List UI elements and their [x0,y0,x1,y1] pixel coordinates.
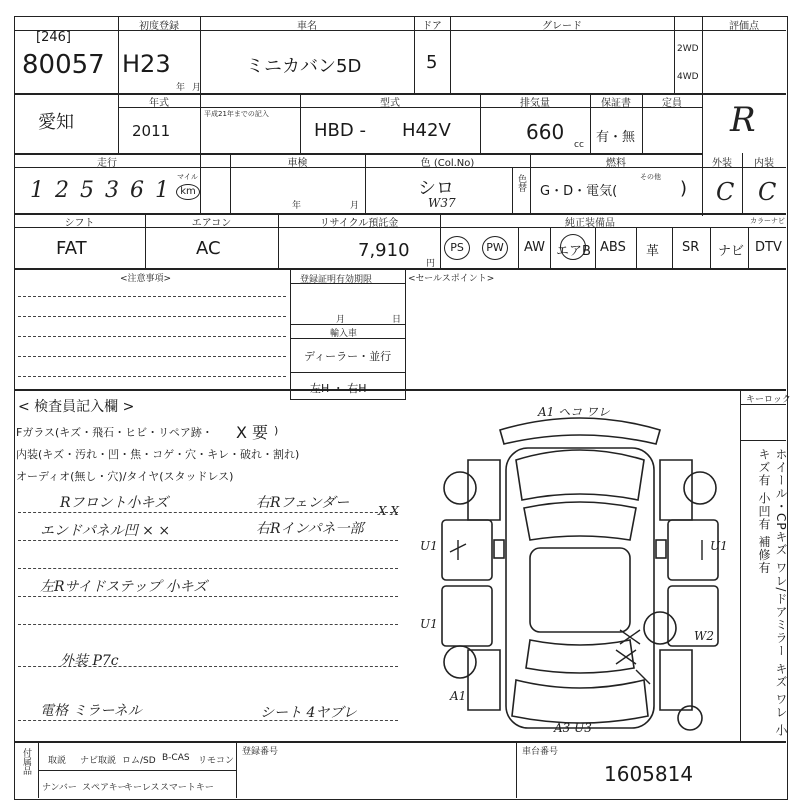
reg-no-label: 登録番号 [242,747,279,757]
rating-header: 評価点 [729,21,759,32]
audio-note: オーディオ(無し・穴)/タイヤ(スタッドレス) [16,470,234,483]
year-sub: 平成21年までの記入 [204,110,269,118]
hand-note: 左Rサイドステップ 小キズ [40,579,208,595]
diagram-side-text: ホイール・CPキズ ワレ/ドアミラー キズ ワレ 小キズ有 小凹有 補修有 [757,448,788,737]
svg-text:A1: A1 [450,689,467,703]
equip-airbag: エアB [556,244,591,259]
lot-number: 80057 [22,50,105,80]
hand-note: 外装 P7c [60,653,119,669]
shift-header: シフト [64,218,95,229]
ac-header: エアコン [191,218,232,229]
shaken-year: 年 [292,201,302,211]
hand-xx: X X [378,504,399,518]
fuel-options: G・D・電気( [540,184,618,199]
capacity-header: 定員 [662,98,682,109]
recycle-header: リサイクル預託金 [319,218,399,229]
mileage-km: km [176,184,200,200]
model-code: H42V [402,120,451,141]
hand-note: 右Rインパネ一部 [256,521,364,537]
import-label: 輸入車 [330,329,358,339]
car-name-header: 車名 [297,21,317,32]
equip-aw: AW [524,240,546,255]
hand-note: シート 4ヤブレ [260,705,357,721]
caution-label: <注意事項> [120,274,172,284]
warranty-header: 保証書 [601,98,631,109]
footer-item: リモコン [198,756,235,766]
footer-item: ナビ取説 [80,756,117,766]
interior-header: 内装 [754,158,774,169]
drive-4wd: 4WD [677,72,699,82]
cooler-header: カラーナビ [750,217,785,225]
drive-2wd: 2WD [677,44,699,54]
svg-text:U1: U1 [420,539,438,553]
equip-sr: SR [682,240,700,255]
equip-pw: PW [482,236,508,260]
shaken-month: 月 [350,201,360,211]
reg-day: 日 [392,315,402,325]
glass-note: Fガラス(キズ・飛石・ヒビ・リペア跡・ [16,426,213,439]
handle-label: 左H ・ 右H [310,382,367,395]
displacement-value: 660 [526,120,565,144]
interior-value: C [758,178,777,206]
equip-navi: ナビ [718,244,745,259]
caution-line [18,316,286,317]
fuel-other: その他 [640,173,661,181]
first-reg-value: H23 [122,50,171,78]
recycle-unit: 円 [426,259,436,269]
model-year-value: 2011 [132,122,171,140]
footer-doc-label: 付属品 [21,748,31,775]
svg-text:U1: U1 [710,539,728,553]
keylock-label: キーロック [746,395,791,405]
mileage-header: 走行 [97,158,117,169]
caution-line [18,336,286,337]
door-value: 5 [426,52,438,73]
fuel-header: 燃料 [606,158,626,169]
svg-text:A3 U3: A3 U3 [554,721,592,735]
model-header: 型式 [380,98,400,109]
model-prefix: HBD - [314,120,366,141]
car-name-value: ミニカバン5D [246,56,362,77]
glass-mark: X 要 [236,423,269,442]
footer-item: スペアキー [82,783,127,793]
exterior-header: 外装 [712,158,732,169]
first-reg-header: 初度登録 [139,21,179,32]
hand-note: Rフロント小キズ [60,495,169,511]
color-change: 色替 [516,174,526,192]
equip-leather: 革 [646,244,660,259]
warranty-value: 有・無 [596,130,636,145]
chassis-number: 1605814 [604,762,694,786]
svg-text:A1 ヘコ ワレ: A1 ヘコ ワレ [538,405,610,419]
first-reg-month-unit: 月 [192,83,202,93]
footer-item: キーレス [124,783,160,793]
hand-note: 右Rフェンダー [256,495,350,511]
displacement-unit: cc [574,140,584,150]
footer-item: ロム/SD [122,756,156,766]
equip-dtv: DTV [755,240,782,255]
shaken-header: 車検 [287,158,308,169]
caution-line [18,376,286,377]
caution-line [18,356,286,357]
equip-airbag-circle [560,234,586,260]
caution-line [18,296,286,297]
year-header: 年式 [149,98,169,109]
exterior-value: C [716,178,735,206]
equip-ps: PS [444,236,470,260]
footer-item: 取説 [48,756,67,766]
color-code: W37 [428,196,456,210]
svg-text:W2: W2 [694,629,714,643]
fuel-close: ) [680,178,688,199]
inspector-title: < 検査員記入欄 > [18,399,135,415]
chassis-label: 車台番号 [522,747,559,757]
region-value: 愛知 [38,112,74,133]
reg-month: 月 [336,315,346,325]
car-diagram [420,400,740,740]
displacement-header: 排気量 [520,98,550,109]
hand-note: エンドパネル凹 × × [40,523,171,539]
mileage-mile: マイル [177,173,198,181]
grade-header: グレード [542,21,582,32]
color-header: 色 (Col.No) [420,158,475,169]
ac-value: AC [196,238,221,259]
glass-close: ) [274,424,279,437]
recycle-value: 7,910 [358,240,410,261]
hand-note: 電格 ミラーネル [40,703,142,719]
reg-expiry-label: 登録証明有効期限 [300,275,373,285]
footer-item: B-CAS [162,753,190,763]
first-reg-year-unit: 年 [176,83,186,93]
color-value: シロ [418,178,454,199]
shift-value: FAT [56,238,87,259]
footer-item: ナンバー [42,783,77,793]
sales-point-label: <セールスポイント> [408,274,495,284]
equip-abs: ABS [600,240,626,255]
dealer-label: ディーラー・並行 [304,350,392,363]
equipment-header: 純正装備品 [565,218,615,229]
interior-note: 内装(キズ・汚れ・凹・焦・コゲ・穴・キレ・破れ・割れ) [16,448,300,461]
footer-item: スマートキー [160,783,214,793]
door-header: ドア [422,21,442,32]
svg-text:U1: U1 [420,617,438,631]
rating-value: R [730,100,756,140]
mileage-digits: 1 2 5 3 6 1 [30,178,171,203]
lot-prefix: [246] [36,30,71,45]
